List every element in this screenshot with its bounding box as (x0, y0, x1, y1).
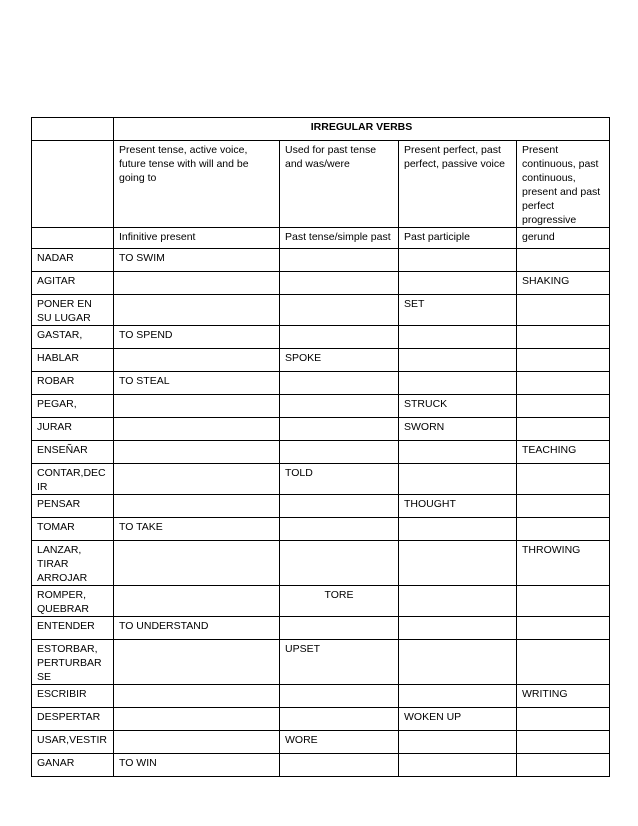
verb-form-cell (114, 349, 280, 372)
title-blank-cell (32, 118, 114, 141)
verb-form-cell (399, 617, 517, 640)
verb-form-cell (280, 326, 399, 349)
verb-form-cell (399, 441, 517, 464)
verb-form-cell (517, 349, 610, 372)
description-cell: Present continuous, past continuous, present and past perfect progressive (517, 141, 610, 228)
table-row (32, 754, 610, 777)
verb-form-cell (114, 541, 280, 586)
verb-form-cell (399, 272, 517, 295)
spanish-verb-cell: PENSAR (32, 495, 114, 518)
table-row (32, 495, 610, 518)
verb-form-cell (517, 495, 610, 518)
spanish-verb-cell: USAR,VESTIR (32, 731, 114, 754)
spanish-verb-cell: ROMPER, QUEBRAR (32, 586, 114, 617)
verb-form-cell (280, 518, 399, 541)
spanish-verb-cell: ROBAR (32, 372, 114, 395)
verb-form-cell (517, 326, 610, 349)
verb-form-cell (280, 708, 399, 731)
table-row (32, 249, 610, 272)
verb-form-cell (517, 295, 610, 326)
verb-form-cell (399, 586, 517, 617)
spanish-verb-cell: AGITAR (32, 272, 114, 295)
verb-form-cell (280, 249, 399, 272)
table-body (32, 118, 610, 777)
spanish-verb-cell: HABLAR (32, 349, 114, 372)
table-row (32, 617, 610, 640)
spanish-verb-cell: ENSEÑAR (32, 441, 114, 464)
spanish-verb-cell: DESPERTAR (32, 708, 114, 731)
verb-form-cell (114, 395, 280, 418)
verb-form-cell (114, 685, 280, 708)
spanish-verb-cell: TOMAR (32, 518, 114, 541)
verb-form-cell (114, 464, 280, 495)
verb-form-cell (114, 708, 280, 731)
verb-form-cell (517, 640, 610, 685)
form-header-cell (32, 228, 114, 249)
table-row (32, 295, 610, 326)
verb-form-cell: WOKEN UP (399, 708, 517, 731)
table-row (32, 395, 610, 418)
verb-form-cell (280, 395, 399, 418)
description-cell (32, 141, 114, 228)
table-row (32, 372, 610, 395)
verb-form-cell: STRUCK (399, 395, 517, 418)
verb-form-cell (280, 754, 399, 777)
spanish-verb-cell: ESCRIBIR (32, 685, 114, 708)
form-header-cell: Past tense/simple past (280, 228, 399, 249)
verb-form-cell (517, 708, 610, 731)
verb-form-cell (517, 372, 610, 395)
table-title: IRREGULAR VERBS (114, 118, 610, 141)
verb-form-cell (114, 272, 280, 295)
verb-form-cell: THOUGHT (399, 495, 517, 518)
form-header-cell: Infinitive present (114, 228, 280, 249)
verb-form-cell (114, 418, 280, 441)
table-row (32, 349, 610, 372)
verb-form-cell (399, 541, 517, 586)
spanish-verb-cell: ESTORBAR, PERTURBARSE (32, 640, 114, 685)
verb-form-cell (114, 586, 280, 617)
table-row (32, 685, 610, 708)
verb-form-cell (517, 418, 610, 441)
spanish-verb-cell: PONER EN SU LUGAR (32, 295, 114, 326)
verb-form-cell (280, 372, 399, 395)
verb-form-cell (280, 272, 399, 295)
table-row (32, 418, 610, 441)
verb-form-cell: THROWING (517, 541, 610, 586)
verb-form-cell: TO WIN (114, 754, 280, 777)
table-row (32, 518, 610, 541)
verb-form-cell (114, 295, 280, 326)
table-row (32, 541, 610, 586)
verb-form-cell: TOLD (280, 464, 399, 495)
verb-form-cell (280, 441, 399, 464)
form-header-row (32, 228, 610, 249)
verb-form-cell (517, 249, 610, 272)
verb-form-cell: TO STEAL (114, 372, 280, 395)
verb-form-cell: SPOKE (280, 349, 399, 372)
verb-form-cell: TO SPEND (114, 326, 280, 349)
verb-form-cell (517, 518, 610, 541)
verb-form-cell: SHAKING (517, 272, 610, 295)
form-header-cell: Past participle (399, 228, 517, 249)
verb-form-cell (517, 617, 610, 640)
table-row (32, 708, 610, 731)
description-cell: Used for past tense and was/were (280, 141, 399, 228)
verb-form-cell (280, 495, 399, 518)
verb-form-cell (399, 685, 517, 708)
verb-form-cell (399, 326, 517, 349)
title-row (32, 118, 610, 141)
table-row (32, 586, 610, 617)
verb-form-cell (399, 349, 517, 372)
verb-form-cell (517, 731, 610, 754)
table-row (32, 640, 610, 685)
verb-form-cell (399, 372, 517, 395)
irregular-verbs-table (31, 117, 610, 777)
verb-form-cell (399, 640, 517, 685)
verb-form-cell: SET (399, 295, 517, 326)
verb-form-cell (280, 541, 399, 586)
verb-form-cell (399, 518, 517, 541)
verb-form-cell: WORE (280, 731, 399, 754)
table-row (32, 731, 610, 754)
verb-form-cell (114, 495, 280, 518)
description-cell: Present perfect, past perfect, passive voice (399, 141, 517, 228)
verb-form-cell (114, 731, 280, 754)
spanish-verb-cell: GASTAR, (32, 326, 114, 349)
verb-form-cell: UPSET (280, 640, 399, 685)
verb-form-cell (114, 640, 280, 685)
verb-form-cell: WRITING (517, 685, 610, 708)
table-row (32, 441, 610, 464)
form-header-cell: gerund (517, 228, 610, 249)
verb-form-cell: SWORN (399, 418, 517, 441)
verb-form-cell (280, 685, 399, 708)
verb-form-cell (517, 586, 610, 617)
verb-form-cell: TO TAKE (114, 518, 280, 541)
description-cell: Present tense, active voice, future tense with will and be going to (114, 141, 280, 228)
verb-form-cell (280, 418, 399, 441)
verb-form-cell: TO SWIM (114, 249, 280, 272)
table-row (32, 272, 610, 295)
spanish-verb-cell: NADAR (32, 249, 114, 272)
verb-form-cell (399, 464, 517, 495)
verb-form-cell (517, 464, 610, 495)
spanish-verb-cell: GANAR (32, 754, 114, 777)
verb-form-cell (399, 249, 517, 272)
verb-form-cell (114, 441, 280, 464)
spanish-verb-cell: CONTAR,DECIR (32, 464, 114, 495)
verb-form-cell: TORE (280, 586, 399, 617)
spanish-verb-cell: PEGAR, (32, 395, 114, 418)
spanish-verb-cell: LANZAR, TIRAR ARROJAR (32, 541, 114, 586)
verb-form-cell: TEACHING (517, 441, 610, 464)
verb-form-cell (280, 295, 399, 326)
verb-form-cell (399, 731, 517, 754)
spanish-verb-cell: ENTENDER (32, 617, 114, 640)
verb-form-cell (517, 395, 610, 418)
table-row (32, 326, 610, 349)
spanish-verb-cell: JURAR (32, 418, 114, 441)
verb-form-cell (517, 754, 610, 777)
verb-form-cell (280, 617, 399, 640)
verb-form-cell: TO UNDERSTAND (114, 617, 280, 640)
verb-form-cell (399, 754, 517, 777)
table-row (32, 464, 610, 495)
description-row (32, 141, 610, 228)
